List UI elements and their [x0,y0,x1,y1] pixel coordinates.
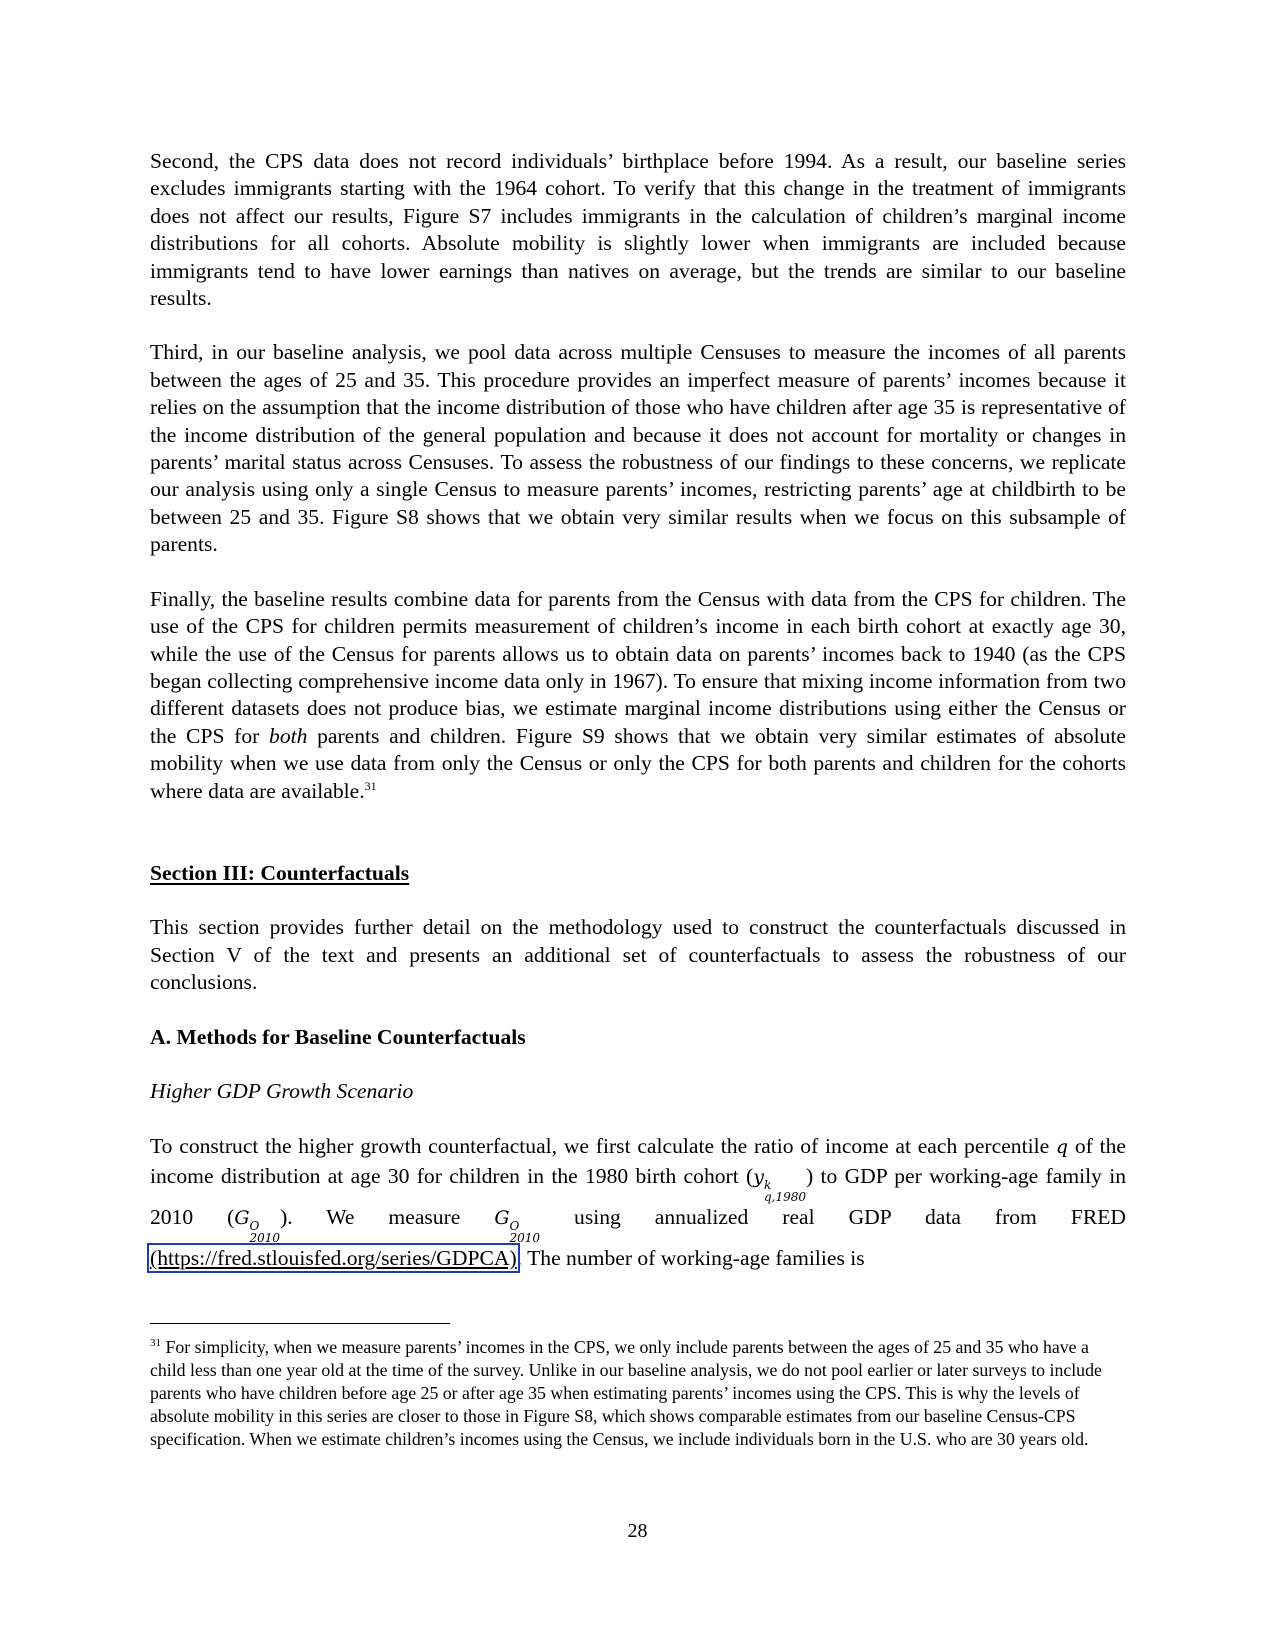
section-intro: This section provides further detail on the methodology used to construct the counterfactuals discussed in Section V of the text and presents an additional set of counterfactuals to assess the robustness of our conclusions. [150,915,1126,995]
subsubsection-heading: Higher GDP Growth Scenario [150,1078,414,1103]
footnote-divider [150,1323,450,1324]
math-subscript: 2010 [509,1231,541,1246]
fred-link[interactable]: (https://fred.stlouisfed.org/series/GDPCA) [150,1246,517,1271]
paragraph-text: . The number of working-age families is [516,1246,865,1271]
paragraph-parents-census: Third, in our baseline analysis, we pool data across multiple Censuses to measure the incomes of all parents between the ages of 25 and 35. This procedure provides an imperfect measure of parents’ incomes because it relies on the assumption that the income distribution of those who have children after age 35 is representative of the income distribution of the general population and because it does not account for mortality or changes in parents’ marital status across Censuses. To assess the robustness of our findings to these concerns, we replicate our analysis using only a single Census to measure parents’ incomes, restricting parents’ age at childbirth to be between 25 and 35. Figure S8 shows that we obtain very similar results when we focus on this subsample of parents. [150,340,1126,557]
math-symbol-y [753,1166,806,1205]
paragraph-combined-data [150,586,1126,805]
page-body [150,148,1126,1273]
math-scripts [250,1220,281,1244]
paragraph-text: To construct the higher growth counterfactual, we first calculate the ratio of income at each percentile [150,1134,1056,1159]
paragraph-text: using annualized real GDP data from FRED [540,1205,1127,1230]
emphasis-text: both [269,723,308,748]
paragraph-text: ) to GDP per working-age family in 2010 ( [150,1164,1126,1230]
math-superscript: k [763,1178,772,1193]
paragraph-text: Finally, the baseline results combine data for parents from the Census with data from the CPS for children. The use of the CPS for children permits measurement of children’s income in each birth cohort at exactly age 30, while the use of the Census for parents allows us to obtain data on parents’ incomes back to 1940 (as the CPS began collecting comprehensive income data only in 1967). To ensure that mixing income information from two different datasets does not produce bias, we estimate marginal income distributions using either the Census or the CPS for [150,586,1126,748]
math-symbol-g [494,1207,541,1246]
footnote-marker: 31 [150,1337,161,1349]
paragraph-growth-counterfactual [150,1132,1126,1273]
paragraph-text: of the income distribution at age 30 for children in the 1980 birth cohort ( [150,1134,1126,1189]
math-base: G [494,1207,510,1230]
page-number: 28 [627,1520,648,1542]
subsection-heading: A. Methods for Baseline Counterfactuals [150,1024,526,1049]
math-scripts [510,1220,541,1244]
math-base: y [753,1166,764,1189]
math-scripts [764,1179,806,1203]
math-symbol-q: q [1055,1136,1069,1159]
math-superscript: O [509,1219,520,1234]
footnote-reference[interactable]: 31 [364,778,377,793]
math-subscript: 2010 [249,1231,281,1246]
footnote [150,1332,1110,1451]
paragraph-text: ). We measure [280,1205,495,1230]
math-base: G [234,1207,250,1230]
math-symbol-g [234,1207,281,1246]
math-superscript: O [249,1219,260,1234]
footnote-text: For simplicity, when we measure parents’ incomes in the CPS, we only include parents between the ages of 25 and 35 who have a child less than one year old at the time of the survey. Unlike in our baseline analysis, we do not pool earlier or later surveys to include parents who have children before age 25 or after age 35 when estimating parents’ incomes using the CPS. This is why the levels of absolute mobility in this series are closer to those in Figure S8, which shows comparable estimates from our baseline Census-CPS specification. When we estimate children’s incomes using the Census, we include individuals born in the U.S. who are 30 years old. [150,1336,1102,1449]
section-heading [150,860,1126,887]
paragraph-immigrants: Second, the CPS data does not record individuals’ birthplace before 1994. As a result, our baseline series excludes immigrants starting with the 1964 cohort. To verify that this change in the treatment of immigrants does not affect our results, Figure S7 includes immigrants in the calculation of children’s marginal income distributions for all cohorts. Absolute mobility is slightly lower when immigrants are included because immigrants tend to have lower earnings than natives on average, but the trends are similar to our baseline results. [150,149,1126,311]
section-title: Section III: Counterfactuals [150,860,410,885]
paragraph-text: parents and children. Figure S9 shows that we obtain very similar estimates of absolute mobility when we use data from only the Census or only the CPS for both parents and children for the cohorts where data are available. [150,723,1126,803]
math-subscript: q,1980 [763,1190,806,1205]
